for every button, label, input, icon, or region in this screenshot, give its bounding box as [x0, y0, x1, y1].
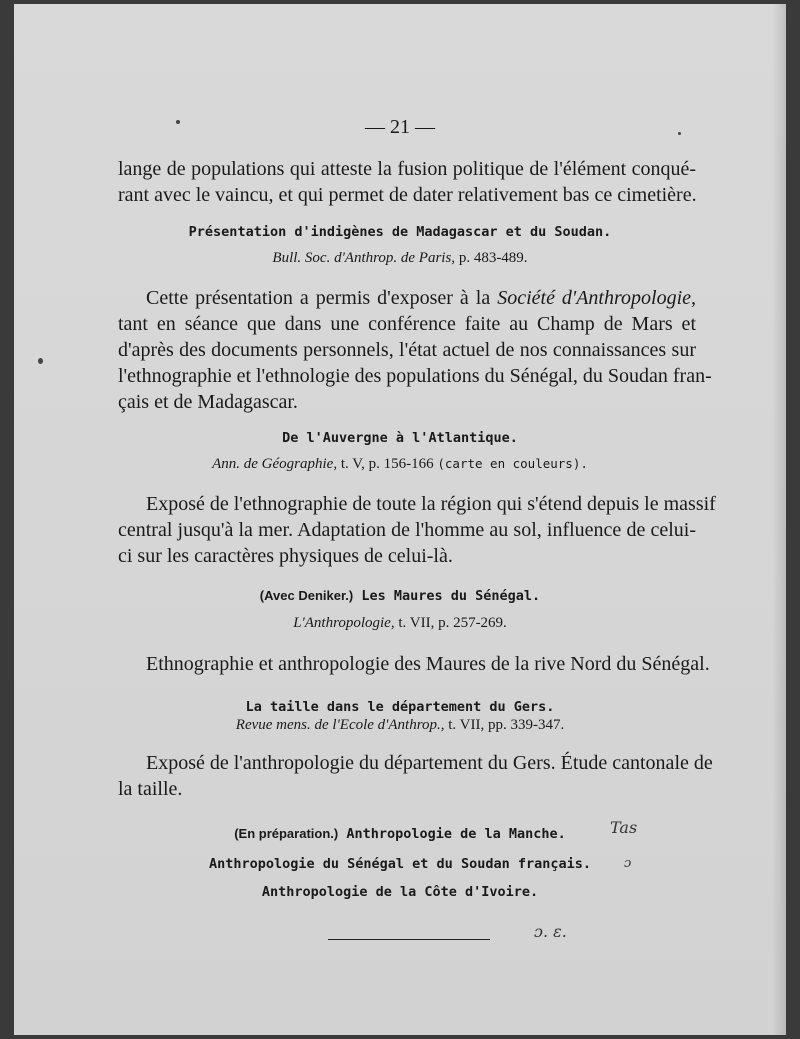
- journal-name: L'Anthropologie,: [293, 615, 395, 631]
- journal-name: Ann. de Géographie,: [212, 456, 338, 472]
- text-line: lange de populations qui atteste la fusion politique de l'élément conqué-: [118, 158, 696, 180]
- text-line: çais et de Madagascar.: [118, 391, 298, 413]
- text-line: tant en séance que dans une conférence faite au Champ de Mars et: [118, 313, 696, 335]
- entry-1-title: Présentation d'indigènes de Madagascar et du Soudan.: [188, 224, 612, 240]
- text-line: central jusqu'à la mer. Adaptation de l'homme au sol, influence de celui-: [118, 519, 696, 541]
- society-name: Société d'Anthropologie,: [497, 287, 697, 309]
- handwritten-mark: ɔ: [624, 856, 632, 871]
- entry-2-title: De l'Auvergne à l'Atlantique.: [282, 430, 518, 446]
- entry-3-title: (Avec Deniker.) Les Maures du Sénégal.: [259, 588, 541, 604]
- journal-name: Bull. Soc. d'Anthrop. de Paris,: [272, 250, 456, 266]
- entry-4-title: La taille dans le département du Gers.: [245, 699, 555, 715]
- pages: t. V, p. 156-166: [337, 456, 438, 472]
- handwritten-note: Tas: [610, 818, 638, 837]
- prep-line-1: (En préparation.) Anthropologie de la Manche.: [234, 826, 566, 842]
- entry-3-reference: [14, 615, 786, 632]
- prep-line-2: Anthropologie du Sénégal et du Soudan français.: [208, 856, 591, 872]
- text-line: Exposé de l'anthropologie du département du Gers. Étude cantonale de: [146, 752, 713, 774]
- text-line: l'ethnographie et l'ethnologie des populations du Sénégal, du Soudan fran-: [118, 365, 712, 387]
- handwritten-initials: ɔ. ɛ.: [534, 922, 567, 941]
- closing-rule: [328, 939, 490, 940]
- text-line: la taille.: [118, 778, 183, 800]
- journal-name: Revue mens. de l'Ecole d'Anthrop.,: [235, 717, 445, 733]
- speck-mark: [38, 358, 43, 364]
- document-page: [14, 4, 786, 1035]
- text-line: Exposé de l'ethnographie de toute la région qui s'étend depuis le massif: [146, 493, 716, 515]
- text-line: Cette présentation a permis d'exposer à la Société d'Anthropologie,: [146, 287, 697, 309]
- text-line: ci sur les caractères physiques de celui-là.: [118, 545, 453, 567]
- pages: t. VII, pp. 339-347.: [444, 717, 565, 733]
- entry-4-reference: [14, 717, 786, 734]
- paragraph-5: [118, 750, 713, 802]
- paragraph-3: [118, 491, 716, 569]
- speck-mark: [176, 120, 180, 124]
- pages: t. VII, p. 257-269.: [394, 615, 507, 631]
- text-line: Ethnographie et anthropologie des Maures de la rive Nord du Sénégal.: [146, 653, 710, 675]
- text-line: rant avec le vaincu, et qui permet de dater relativement bas ce cimetière.: [118, 184, 697, 206]
- paragraph-4: [118, 651, 710, 677]
- entry-1-reference: [14, 250, 786, 267]
- entry-2-reference: [14, 456, 786, 473]
- text-line: d'après des documents personnels, l'état actuel de nos connaissances sur: [118, 339, 696, 361]
- ref-note: (carte en couleurs).: [437, 456, 588, 471]
- prep-line-3: Anthropologie de la Côte d'Ivoire.: [261, 884, 539, 900]
- paragraph-1: [118, 156, 696, 208]
- page-number: — 21 —: [365, 116, 435, 138]
- pages: p. 483-489.: [455, 250, 528, 266]
- prep-note: (En préparation.): [234, 826, 339, 841]
- speck-mark: [678, 132, 681, 135]
- coauthor-note: (Avec Deniker.): [259, 588, 354, 603]
- paragraph-2: [118, 285, 712, 415]
